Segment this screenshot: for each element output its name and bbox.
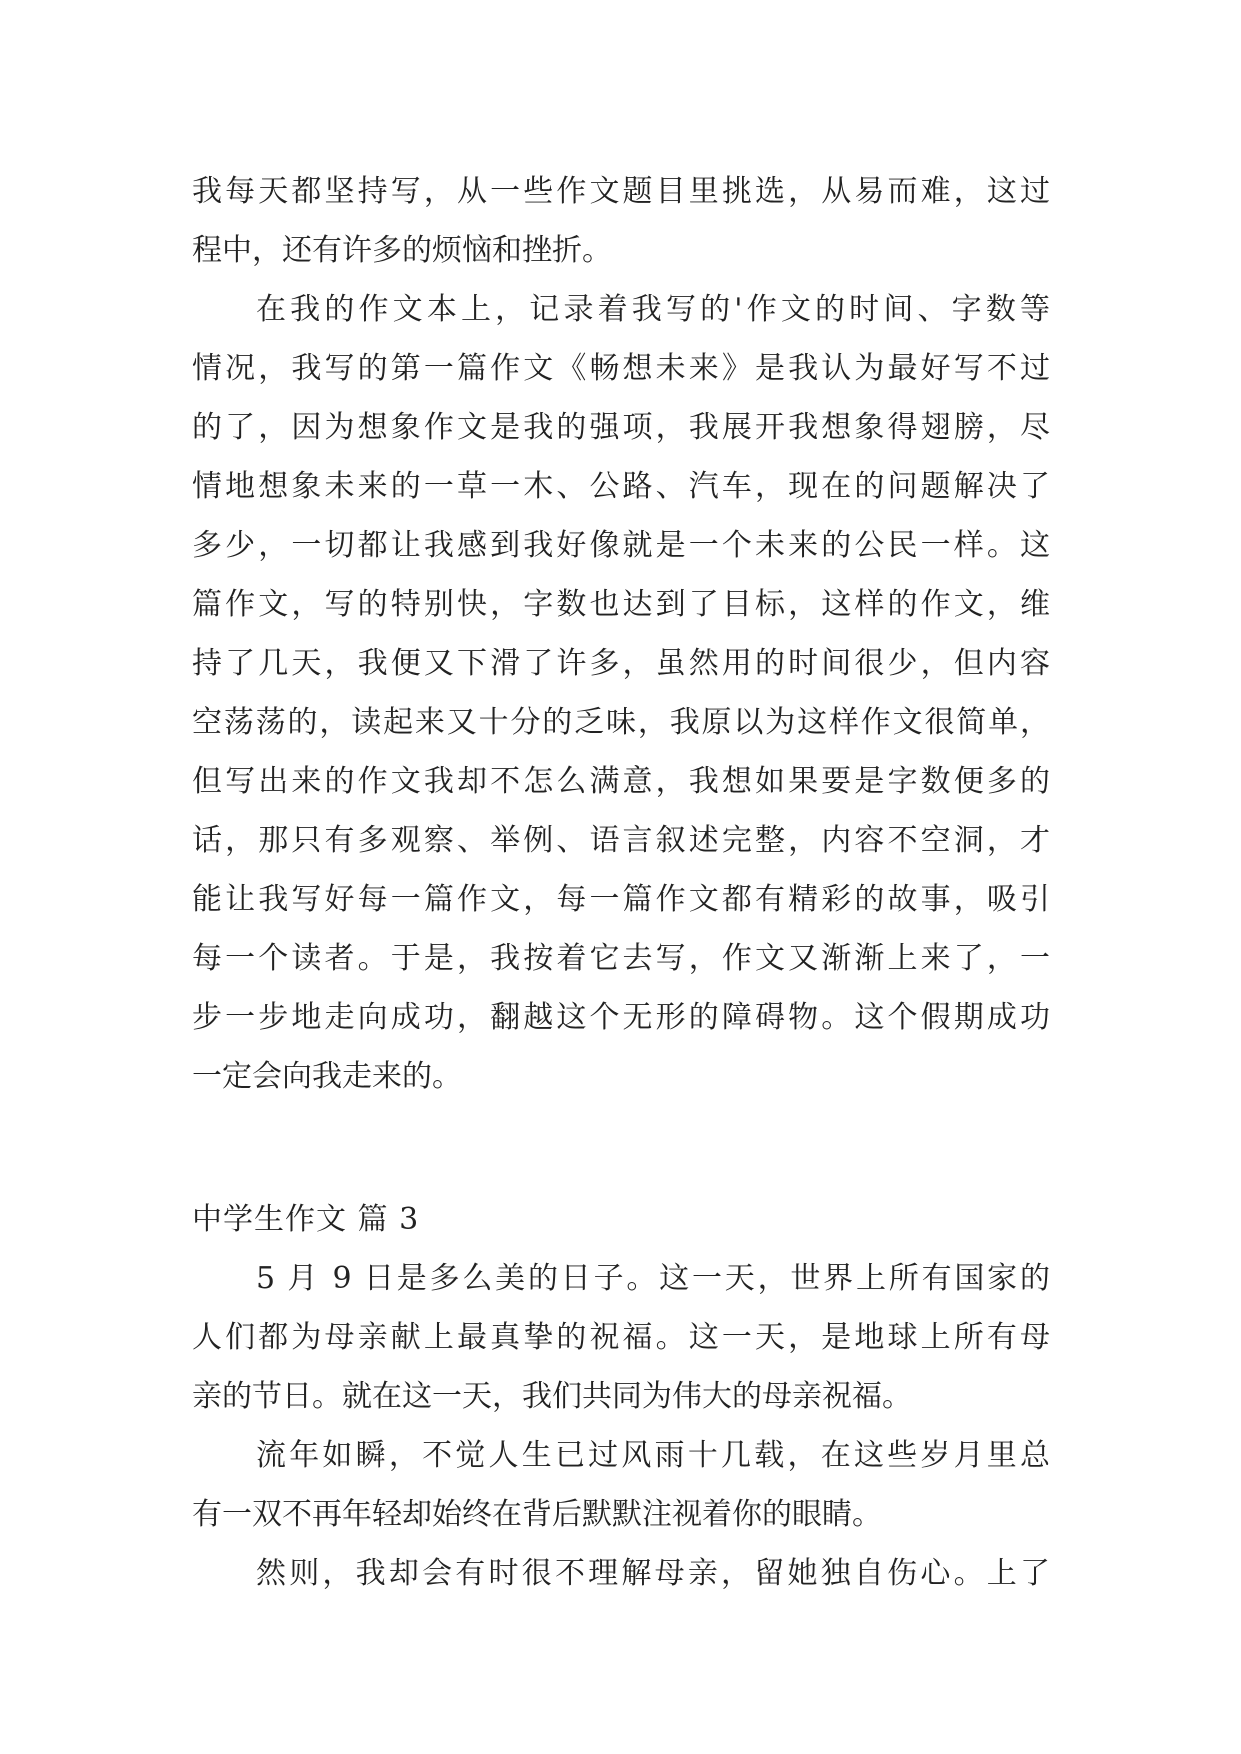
text-line: 情地想象未来的一草一木、公路、汽车，现在的问题解决了 bbox=[192, 469, 1050, 504]
text-line: 亲的节日。就在这一天，我们共同为伟大的母亲祝福。 bbox=[192, 1379, 912, 1414]
text-line: 步一步地走向成功，翻越这个无形的障碍物。这个假期成功 bbox=[192, 1000, 1050, 1035]
text-line: 持了几天，我便又下滑了许多，虽然用的时间很少，但内容 bbox=[192, 646, 1050, 681]
text-line: 空荡荡的，读起来又十分的乏味，我原以为这样作文很简单， bbox=[192, 705, 1050, 740]
text-line: 情况，我写的第一篇作文《畅想未来》是我认为最好写不过 bbox=[192, 351, 1050, 386]
text-line: 一定会向我走来的。 bbox=[192, 1059, 462, 1094]
text-line: 人们都为母亲献上最真挚的祝福。这一天，是地球上所有母 bbox=[192, 1320, 1050, 1355]
text-line: 流年如瞬，不觉人生已过风雨十几载，在这些岁月里总 bbox=[256, 1438, 1050, 1473]
section-heading: 中学生作文 篇 3 bbox=[192, 1202, 420, 1237]
text-line: 我每天都坚持写，从一些作文题目里挑选，从易而难，这过 bbox=[192, 174, 1050, 209]
document-page bbox=[192, 162, 1050, 1603]
text-line: 程中，还有许多的烦恼和挫折。 bbox=[192, 233, 612, 268]
text-line: 有一双不再年轻却始终在背后默默注视着你的眼睛。 bbox=[192, 1497, 882, 1532]
text-line: 但写出来的作文我却不怎么满意，我想如果要是字数便多的 bbox=[192, 764, 1050, 799]
text-line: 5 月 9 日是多么美的日子。这一天，世界上所有国家的 bbox=[256, 1261, 1050, 1296]
text-line: 能让我写好每一篇作文，每一篇作文都有精彩的故事，吸引 bbox=[192, 882, 1050, 917]
text-line: 每一个读者。于是，我按着它去写，作文又渐渐上来了，一 bbox=[192, 941, 1050, 976]
text-line: 在我的作文本上，记录着我写的'作文的时间、字数等 bbox=[256, 292, 1050, 327]
text-line: 话，那只有多观察、举例、语言叙述完整，内容不空洞，才 bbox=[192, 823, 1050, 858]
text-line: 多少，一切都让我感到我好像就是一个未来的公民一样。这 bbox=[192, 528, 1050, 563]
section-spacer bbox=[192, 1106, 1050, 1190]
text-line: 的了，因为想象作文是我的强项，我展开我想象得翅膀，尽 bbox=[192, 410, 1050, 445]
text-line: 篇作文，写的特别快，字数也达到了目标，这样的作文，维 bbox=[192, 587, 1050, 622]
text-line: 然则，我却会有时很不理解母亲，留她独自伤心。上了 bbox=[256, 1556, 1050, 1591]
